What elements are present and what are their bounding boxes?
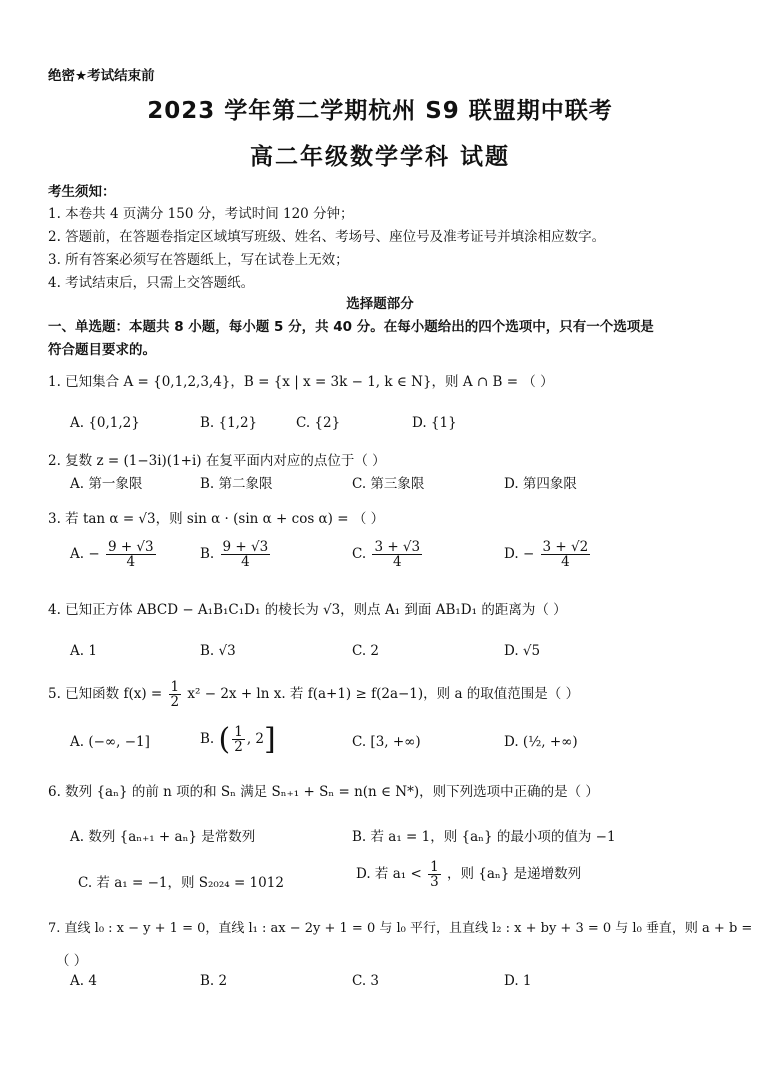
q4-option-d: D. √5 (504, 643, 541, 659)
fraction-numerator: 3 + √3 (374, 539, 421, 555)
question-6-stem: 6. 数列 {aₙ} 的前 n 项的和 Sₙ 满足 Sₙ₊₁ + Sₙ = n(n ∈ N*)，则下列选项中正确的是（ ） (48, 784, 599, 800)
question-1-stem: 1. 已知集合 A = {0,1,2,3,4}，B = {x | x = 3k − 1, k ∈ N}，则 A ∩ B = （ ） (48, 374, 554, 390)
fraction-numerator: 9 + √3 (107, 539, 154, 555)
q1-option-a: A. {0,1,2} (70, 415, 140, 431)
q6-option-d-fraction (428, 860, 441, 889)
q7-option-b: B. 2 (200, 973, 228, 989)
exam-subtitle: 高二年级数学学科 试题 (249, 144, 510, 170)
q3-option-label: D. (504, 546, 519, 563)
fraction-numerator: 1 (170, 679, 180, 695)
q5-stem-prefix: 5. 已知函数 f(x) = (48, 686, 163, 703)
q5-option-b-rest: , 2 (246, 731, 264, 747)
q6-option-d-suffix: ，则 {aₙ} 是递增数列 (446, 866, 582, 883)
q4-option-a: A. 1 (70, 643, 97, 659)
q5-stem-suffix: x² − 2x + ln x. 若 f(a+1) ≥ f(2a−1)，则 a 的取值范围是（ ） (187, 686, 580, 703)
q7-answer-paren: （ ） (56, 953, 88, 969)
notice-item: 1. 本卷共 4 页满分 150 分，考试时间 120 分钟； (48, 206, 354, 222)
notice-item: 2. 答题前，在答题卷指定区域填写班级、姓名、考场号、座位号及准考证号并填涂相应数字。 (48, 229, 606, 245)
question-5-stem (48, 680, 579, 709)
bracket-close: ] (264, 722, 276, 757)
notice-item: 3. 所有答案必须写在答题纸上，写在试卷上无效； (48, 252, 349, 268)
q2-option-a: A. 第一象限 (70, 476, 143, 492)
q5-option-b (200, 722, 276, 757)
q3-option-sign: − (88, 546, 100, 563)
notice-heading: 考生须知： (48, 184, 116, 200)
q5-option-fraction (232, 725, 245, 754)
q3-option-c (352, 540, 424, 569)
fraction-denominator: 4 (126, 554, 136, 571)
fraction-numerator: 1 (234, 723, 243, 740)
fraction-denominator: 3 (430, 874, 439, 891)
section-title: 选择题部分 (346, 296, 414, 312)
q2-option-d: D. 第四象限 (504, 476, 577, 492)
q6-option-b: B. 若 a₁ = 1，则 {aₙ} 的最小项的值为 −1 (352, 829, 616, 845)
q4-option-b: B. √3 (200, 643, 236, 659)
question-3-stem: 3. 若 tan α = √3，则 sin α · (sin α + cos α) = （ ） (48, 511, 385, 527)
q2-option-c: C. 第三象限 (352, 476, 425, 492)
q3-option-a (70, 540, 158, 569)
q7-option-c: C. 3 (352, 973, 380, 989)
q2-option-b: B. 第二象限 (200, 476, 273, 492)
fraction-numerator: 3 + √2 (542, 539, 589, 555)
q3-option-fraction (221, 540, 271, 569)
q6-option-d (356, 860, 581, 889)
q5-option-label: B. (200, 731, 215, 747)
q6-option-c: C. 若 a₁ = −1，则 S₂₀₂₄ = 1012 (78, 875, 284, 891)
q1-option-d: D. {1} (412, 415, 457, 431)
q6-option-d-prefix: D. 若 a₁ < (356, 866, 422, 883)
question-7-stem: 7. 直线 l₀ : x − y + 1 = 0，直线 l₁ : ax − 2y + 1 = 0 与 l₀ 平行，且直线 l₂ : x + by + 3 = 0 与 l₀ 垂直，则 a + b = (48, 921, 753, 936)
q3-option-b (200, 540, 272, 569)
fraction-denominator: 2 (170, 694, 180, 711)
fraction-denominator: 4 (392, 554, 402, 571)
q3-option-fraction (106, 540, 156, 569)
q3-option-label: B. (200, 546, 215, 563)
q7-option-d: D. 1 (504, 973, 532, 989)
question-2-stem: 2. 复数 z = (1−3i)(1+i) 在复平面内对应的点位于（ ） (48, 453, 386, 469)
q3-option-fraction (372, 540, 422, 569)
question-4-stem: 4. 已知正方体 ABCD − A₁B₁C₁D₁ 的棱长为 √3，则点 A₁ 到面 AB₁D₁ 的距离为（ ） (48, 602, 567, 618)
q1-option-c: C. {2} (296, 415, 341, 431)
q3-option-d (504, 540, 592, 569)
fraction-denominator: 2 (234, 739, 243, 755)
q3-option-fraction (541, 540, 591, 569)
q7-option-a: A. 4 (70, 973, 97, 989)
q4-option-c: C. 2 (352, 643, 380, 659)
bracket-open: ( (218, 722, 231, 757)
q5-option-a: A. (−∞, −1] (70, 734, 150, 750)
q3-option-label: C. (352, 546, 367, 563)
q5-option-c: C. [3, +∞) (352, 734, 421, 750)
confidential-label: 绝密★考试结束前 (48, 68, 155, 84)
exam-title: 2023 学年第二学期杭州 S9 联盟期中联考 (147, 98, 613, 124)
q5-option-d: D. (½, +∞) (504, 734, 578, 750)
q1-option-b: B. {1,2} (200, 415, 258, 431)
fraction-numerator: 1 (430, 859, 439, 875)
fraction-denominator: 4 (561, 554, 570, 571)
fraction-numerator: 9 + √3 (222, 539, 269, 555)
section-instructions-cont: 符合题目要求的。 (48, 342, 156, 358)
q3-option-label: A. (70, 546, 85, 563)
section-instructions: 一、单选题：本题共 8 小题，每小题 5 分，共 40 分。在每小题给出的四个选项中，只有一个选项是 (48, 319, 654, 335)
q6-option-a: A. 数列 {aₙ₊₁ + aₙ} 是常数列 (70, 829, 256, 845)
q5-stem-fraction (169, 680, 182, 709)
fraction-denominator: 4 (241, 554, 250, 571)
q3-option-sign: − (522, 546, 535, 563)
notice-item: 4. 考试结束后，只需上交答题纸。 (48, 275, 255, 291)
